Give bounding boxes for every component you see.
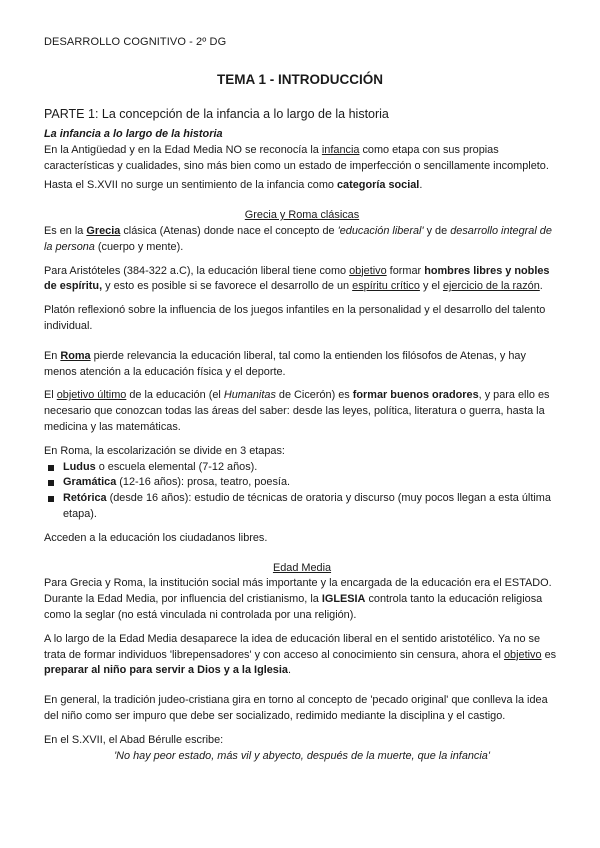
section-heading-grecia-roma: Grecia y Roma clásicas (244, 209, 360, 222)
paragraph-roma-1: En Roma pierde relevancia la educación liberal, tal como la entienden los filósofos de Atenas, y hay menos atención a la educación física y el deporte. (44, 349, 526, 378)
paragraph-grecia-2: Para Aristóteles (384-322 a.C), la educación liberal tiene como objetivo formar hombres libres y nobles de espíritu, y esto es posible si se favorece el desarrollo de un espíritu crítico y el ejercicio de la razón. (44, 264, 550, 293)
paragraph-roma-2: El objetivo último de la educación (el Humanitas de Cicerón) es formar buenos oradores, y para ello es necesario que conozcan todas las áreas del saber: desde las leyes, política, literatura o guerra, hasta la medicina y las matemáticas. (44, 389, 550, 433)
list-item: Retórica (desde 16 años): estudio de técnicas de oratoria y discurso (muy pocos llegan a esta última etapa). (44, 491, 560, 523)
etapas-list (44, 460, 560, 523)
paragraph-grecia-1: Es en la Grecia clásica (Atenas) donde nace el concepto de 'educación liberal' y de desarrollo integral de la persona (cuerpo y mente). (44, 224, 552, 253)
bold-underlined-term: Grecia (86, 224, 121, 237)
underlined-term: infancia (321, 143, 360, 156)
paragraph-infancia-2: Hasta el S.XVII no surge un sentimiento de la infancia como categoría social. (44, 179, 423, 192)
square-bullet-icon (48, 480, 54, 486)
square-bullet-icon (48, 496, 54, 502)
section-heading-edad-media: Edad Media (272, 561, 332, 574)
paragraph-edad-media-5: En el S.XVII, el Abad Bérulle escribe: (44, 733, 224, 746)
quote-berulle: 'No hay peor estado, más vil y abyecto, después de la muerte, que la infancia' (114, 749, 490, 762)
paragraph-edad-media-4: En general, la tradición judeo-cristiana gira en torno al concepto de 'pecado original' que conlleva la idea del niño como ser impuro que debe ser socializado, redimido mediante la disciplina y el castigo. (44, 694, 548, 722)
bold-underlined-term: Roma (60, 349, 91, 362)
section-heading-infancia: La infancia a lo largo de la historia (44, 128, 223, 140)
document-body (44, 127, 560, 764)
bold-term: categoría social (337, 179, 420, 192)
paragraph-grecia-3: Platón reflexionó sobre la influencia de los juegos infantiles en la personalidad y el desarrollo del talento individual. (44, 304, 546, 332)
paragraph-infancia-1: En la Antigüedad y en la Edad Media NO se reconocía la infancia como etapa con sus propias características y cualidades, sino más bien como un estado de imperfección o sencillamente incompleto. (44, 143, 549, 172)
list-item: Ludus o escuela elemental (7-12 años). (44, 460, 560, 476)
page-header: DESARROLLO COGNITIVO - 2º DG (44, 36, 227, 48)
page-title: TEMA 1 - INTRODUCCIÓN (217, 72, 383, 87)
part-heading: PARTE 1: La concepción de la infancia a lo largo de la historia (44, 107, 389, 121)
paragraph-roma-4: Acceden a la educación los ciudadanos libres. (44, 531, 268, 544)
paragraph-edad-media-3: A lo largo de la Edad Media desaparece la idea de educación liberal en el sentido aristotélico. Ya no se trata de formar individuos 'librepensadores' y con acceso al conocimiento sin censura, ahora el objetivo es preparar al niño para servir a Dios y a la Iglesia. (44, 632, 557, 677)
paragraph-edad-media-1: Para Grecia y Roma, la institución social más importante y la encargada de la educación era el ESTADO. (44, 577, 552, 590)
square-bullet-icon (48, 465, 54, 471)
paragraph-roma-3: En Roma, la escolarización se divide en 3 etapas: (44, 444, 285, 457)
list-item: Gramática (12-16 años): prosa, teatro, poesía. (44, 475, 560, 491)
paragraph-edad-media-2: Durante la Edad Media, por influencia del cristianismo, la IGLESIA controla tanto la educación religiosa como la seglar (no está vinculada ni controlada por una religión). (44, 593, 543, 621)
